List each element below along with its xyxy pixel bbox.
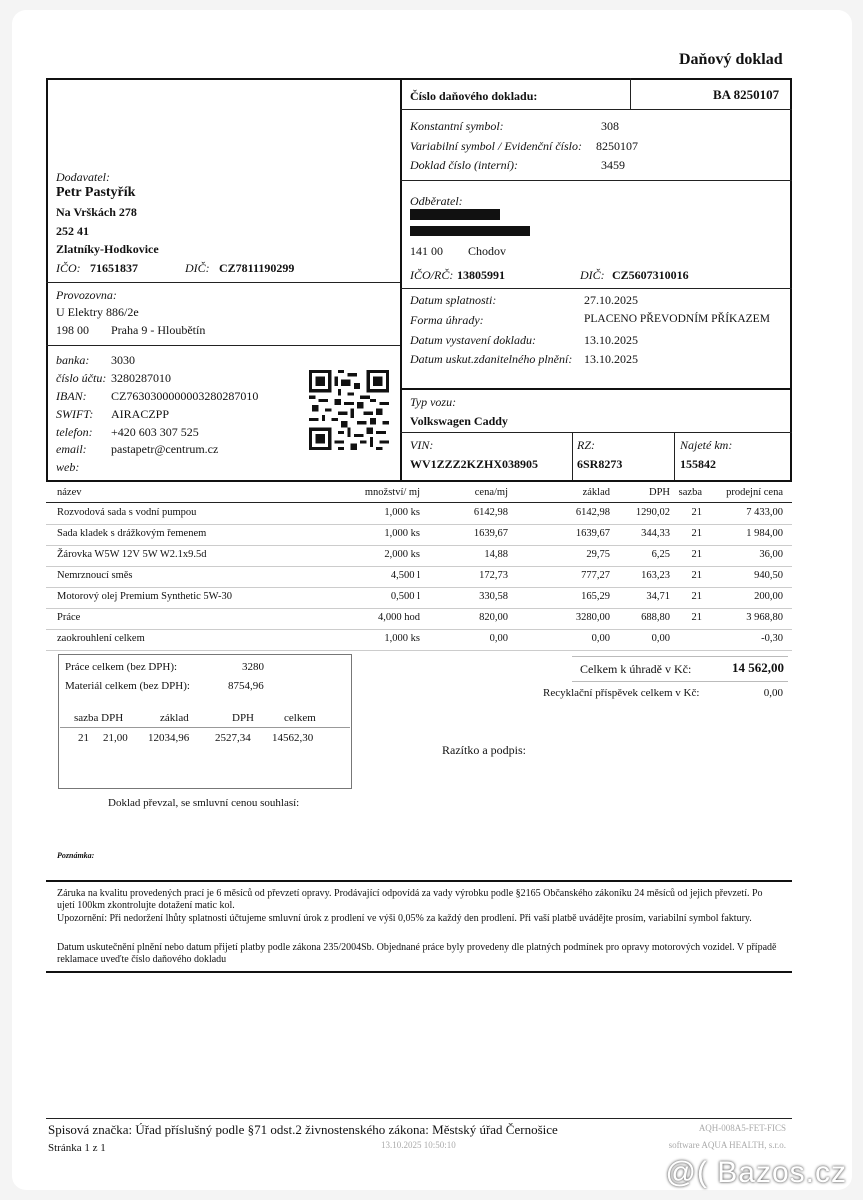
bank-code: 3030 [111, 353, 135, 367]
taxable-date-label: Datum uskut.zdanitelného plnění: [410, 352, 573, 366]
item-total: 3 968,80 [746, 612, 783, 623]
item-price: 820,00 [479, 612, 508, 623]
item-base: 0,00 [591, 633, 610, 644]
col-rate-header: sazba [678, 487, 702, 498]
item-qty: 4,500 l [390, 570, 420, 581]
work-total-label: Práce celkem (bez DPH): [65, 661, 178, 673]
item-rate: 21 [691, 570, 702, 581]
taxable-date: 13.10.2025 [584, 352, 638, 366]
item-rate: 21 [691, 528, 702, 539]
vat-total: 14562,30 [272, 732, 314, 744]
customer-label: Odběratel: [410, 194, 463, 208]
const-symbol: 308 [601, 119, 619, 133]
iban-value: CZ7630300000003280287010 [111, 389, 259, 403]
internal-number: 3459 [601, 158, 625, 172]
supplier-name: Petr Pastyřík [56, 185, 136, 200]
supplier-dic: CZ7811190299 [219, 261, 295, 275]
item-name: Motorový olej Premium Synthetic 5W-30 [57, 591, 232, 602]
item-vat: 1290,02 [635, 507, 670, 518]
rz-label: RZ: [577, 438, 595, 452]
supplier-street: Na Vrškách 278 [56, 205, 137, 219]
item-base: 6142,98 [575, 507, 610, 518]
material-total: 8754,96 [228, 680, 264, 692]
vat-rate-percent: 21,00 [103, 732, 128, 744]
accepted-label: Doklad převzal, se smluvní cenou souhlasí: [108, 797, 300, 809]
item-total: 7 433,00 [746, 507, 783, 518]
bazos-watermark: @( Bazos.cz [665, 1156, 847, 1189]
item-name: Rozvodová sada s vodní pumpou [57, 507, 197, 518]
rz-value: 6SR8273 [577, 457, 623, 471]
redacted-street [410, 226, 530, 236]
vehicle-type: Volkswagen Caddy [410, 414, 508, 428]
customer-dic: CZ5607310016 [612, 268, 689, 282]
issue-date-label: Datum vystavení dokladu: [410, 333, 536, 347]
item-price: 330,58 [479, 591, 508, 602]
qr-code-icon [309, 370, 389, 450]
vehicle-type-label: Typ vozu: [410, 395, 457, 409]
const-symbol-label: Konstantní symbol: [410, 119, 504, 133]
item-price: 6142,98 [473, 507, 508, 518]
item-price: 0,00 [489, 633, 508, 644]
account-label: číslo účtu: [56, 371, 107, 385]
item-name: Sada kladek s drážkovým řemenem [57, 528, 207, 539]
document-title: Daňový doklad [679, 51, 783, 68]
email-label: email: [56, 442, 87, 456]
customer-zip: 141 00 [410, 244, 443, 258]
var-symbol-label: Variabilní symbol / Evidenční číslo: [410, 139, 582, 153]
total-label: Celkem k úhradě v Kč: [580, 662, 692, 676]
item-total: 1 984,00 [746, 528, 783, 539]
payment-method-label: Forma úhrady: [410, 313, 484, 327]
item-vat: 34,71 [646, 591, 670, 602]
payment-method: PLACENO PŘEVODNÍM PŘÍKAZEM [584, 313, 770, 325]
footer-timestamp: 13.10.2025 10:50:10 [381, 1140, 456, 1150]
col-base-header: základ [582, 487, 610, 498]
stamp-label: Razítko a podpis: [442, 743, 526, 757]
premises-city: Praha 9 - Hloubětín [111, 323, 206, 337]
note-warranty: Záruka na kvalitu provedených prací je 6 měsíců od převzetí opravy. Prodávající odpovídá za vady výrobku podle §2165 Občanského zákoníku 24 měsíců od jejich převzetí. Po ujetí 100km zkontrolujte dotažení matic kol. [57, 888, 763, 911]
km-label: Najeté km: [680, 438, 733, 452]
note-taxable-date: Datum uskutečnění plnění nebo datum přijetí platby podle zákona 235/2004Sb. Objednané práce byly provedeny dle platných podmínek pro opravy motorových vozidel. V případě reklamace uveďte číslo daňového dokladu [57, 942, 777, 965]
issue-date: 13.10.2025 [584, 333, 638, 347]
col-qty-header: množství/ mj [364, 487, 420, 498]
account-number: 3280287010 [111, 371, 171, 385]
customer-dic-label: DIČ: [580, 268, 605, 282]
footer-registry: Spisová značka: Úřad příslušný podle §71 odst.2 živnostenského zákona: Městský úřad Černošice [48, 1122, 558, 1137]
item-total: 36,00 [759, 549, 783, 560]
item-vat: 688,80 [641, 612, 670, 623]
iban-label: IBAN: [56, 389, 87, 403]
item-rate: 21 [691, 591, 702, 602]
customer-ico-label: IČO/RČ: [410, 268, 454, 282]
premises-label: Provozovna: [56, 288, 117, 302]
item-base: 29,75 [586, 549, 610, 560]
vat-rate: 21 [78, 732, 89, 744]
item-price: 172,73 [479, 570, 508, 581]
vin-value: WV1ZZZ2KZHX038905 [410, 457, 539, 471]
premises-street: U Elektry 886/2e [56, 305, 139, 319]
phone-label: telefon: [56, 425, 93, 439]
footer-page: Stránka 1 z 1 [48, 1142, 106, 1154]
item-rate: 21 [691, 507, 702, 518]
redacted-name [410, 209, 500, 220]
bank-label: banka: [56, 353, 90, 367]
item-base: 3280,00 [575, 612, 610, 623]
item-name: Nemrznoucí směs [57, 570, 133, 581]
email-value: pastapetr@centrum.cz [111, 442, 219, 456]
item-qty: 1,000 ks [384, 528, 420, 539]
item-name: Práce [57, 612, 81, 623]
item-vat: 163,23 [641, 570, 670, 581]
vat-amount: 2527,34 [215, 732, 251, 744]
vat-col-total: celkem [284, 712, 316, 724]
col-total-header: prodejní cena [726, 487, 783, 498]
item-qty: 0,500 l [390, 591, 420, 602]
item-base: 1639,67 [575, 528, 610, 539]
internal-number-label: Doklad číslo (interní): [410, 158, 518, 172]
item-total: 200,00 [754, 591, 783, 602]
item-name: Žárovka W5W 12V 5W W2.1x9.5d [57, 549, 207, 560]
invoice-number-label: Číslo daňového dokladu: [410, 89, 538, 103]
col-name-header: název [57, 487, 82, 498]
item-qty: 2,000 ks [384, 549, 420, 560]
item-total: -0,30 [761, 633, 783, 644]
supplier-label: Dodavatel: [56, 170, 110, 184]
recycling-amount: 0,00 [763, 687, 783, 699]
item-rate: 21 [691, 612, 702, 623]
item-qty: 4,000 hod [378, 612, 420, 623]
work-total: 3280 [242, 661, 264, 673]
swift-value: AIRACZPP [111, 407, 170, 421]
recycling-label: Recyklační příspěvek celkem v Kč: [543, 687, 700, 699]
vat-col-vat: DPH [232, 712, 255, 724]
item-qty: 1,000 ks [384, 633, 420, 644]
item-total: 940,50 [754, 570, 783, 581]
supplier-zip: 252 41 [56, 224, 89, 238]
vat-base: 12034,96 [148, 732, 190, 744]
supplier-city: Zlatníky-Hodkovice [56, 242, 159, 256]
footer-software: software AQUA HEALTH, s.r.o. [668, 1140, 786, 1150]
item-qty: 1,000 ks [384, 507, 420, 518]
item-price: 1639,67 [473, 528, 508, 539]
item-vat: 0,00 [651, 633, 670, 644]
note-label: Poznámka: [57, 851, 95, 860]
item-vat: 6,25 [651, 549, 670, 560]
note-late-payment: Upozornění: Při nedoržení lhůty splatnosti účtujeme smluvní úrok z prodlení ve výši 0,05% za každý den prodlení. Při vaší platbě uvádějte prosím, variabilní symbol faktury. [57, 913, 752, 924]
phone-value: +420 603 307 525 [111, 425, 199, 439]
material-total-label: Materiál celkem (bez DPH): [65, 680, 190, 692]
due-date-label: Datum splatnosti: [410, 293, 497, 307]
customer-ico: 13805991 [457, 268, 505, 282]
item-rate: 21 [691, 549, 702, 560]
item-vat: 344,33 [641, 528, 670, 539]
customer-city: Chodov [468, 244, 507, 258]
supplier-ico-label: IČO: [56, 261, 81, 275]
web-label: web: [56, 460, 80, 474]
vin-label: VIN: [410, 438, 434, 452]
swift-label: SWIFT: [56, 407, 94, 421]
km-value: 155842 [680, 457, 716, 471]
col-vat-header: DPH [648, 487, 670, 498]
item-price: 14,88 [484, 549, 508, 560]
item-base: 777,27 [581, 570, 610, 581]
item-name: zaokrouhlení celkem [57, 633, 145, 644]
total-amount: 14 562,00 [732, 660, 784, 675]
invoice-number: BA 8250107 [713, 87, 780, 102]
due-date: 27.10.2025 [584, 293, 638, 307]
footer-code: AQH-008A5-FET-FICS [698, 1123, 786, 1133]
premises-zip: 198 00 [56, 323, 89, 337]
item-base: 165,29 [581, 591, 610, 602]
vat-col-base: základ [160, 712, 189, 724]
vat-col-rate: sazba DPH [74, 712, 124, 724]
var-symbol: 8250107 [596, 139, 638, 153]
supplier-ico: 71651837 [90, 261, 138, 275]
col-price-header: cena/mj [474, 487, 508, 498]
supplier-dic-label: DIČ: [185, 261, 210, 275]
